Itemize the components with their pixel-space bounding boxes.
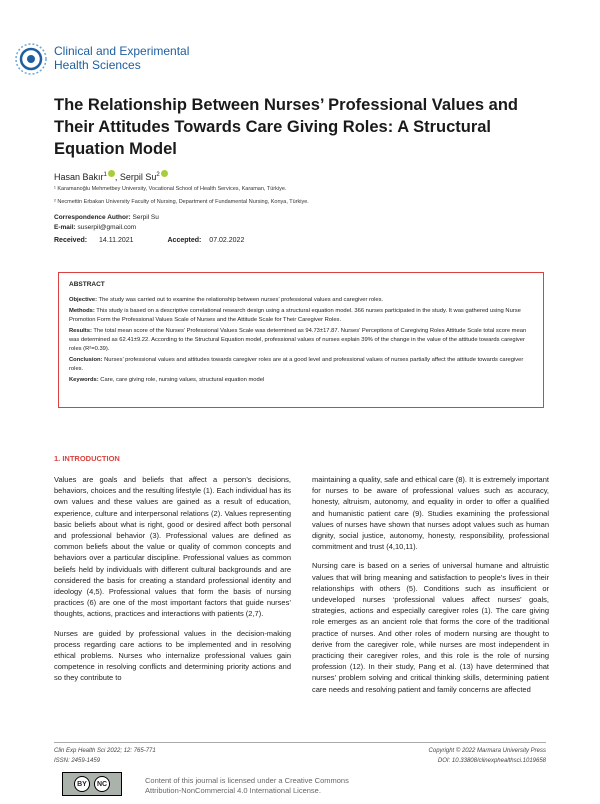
abstract-conclusion [69,356,533,373]
cc-by-icon: BY [74,776,90,792]
objective-label: Objective: [69,296,98,303]
orcid-icon[interactable] [161,170,168,177]
journal-logo [14,42,48,76]
received-label: Received: [54,237,88,244]
abstract-keywords [69,376,533,385]
results-label: Results: [69,328,92,335]
license-text [145,776,349,796]
correspondence-label: Correspondence Author: [54,214,131,221]
abstract-box [58,272,544,408]
cc-nc-icon: NC [94,776,110,792]
body-column-right [312,474,549,703]
results-text: The total mean score of the Nurses’ Professional Values Scale was determined as 94.73±17.87. Nurses’ Perceptions of Caregiving Roles Attitude Scale total score mean was determined as 62.41±9.22. According to the Structural Equation model, professional values of nurses explain 39% of the change in the value of the attitude towards caregiver roles (R²=0.39). [69,328,527,352]
received-date: 14.11.2021 [99,237,134,244]
section-heading-introduction: 1. INTRODUCTION [54,454,120,463]
abstract-results [69,327,533,353]
copyright: Copyright © 2022 Marmara University Press [428,748,546,754]
paragraph: Nursing care is based on a series of universal humane and altruistic values that will bring meaning and satisfaction to people’s lives in their relationships with others (5). Conditions such as insufficient or undeveloped nurses ‘professional values affect nurses’ goals, strategies, actions and especially caregiver roles (1). The care giving role emerges as an ancient role that forms the core of the traditional practice of nurses. And other roles of modern nursing are thought to derive from the caregiver role, while nurses are most independent in practicing their caregiver roles, and this role is the role of nursing profession (12). In their study, Pang et al. (13) have determined that nurses’ problem solving and critical thinking skills, determining patient care needs and resolving patient and family concerns are affected [312,561,549,694]
affiliation-2: ² Necmettin Erbakan University Faculty of Nursing, Department of Fundamental Nursing, Konya, Türkiye. [54,199,309,205]
methods-text: This study is based on a descriptive correlational research design using a structural equation model. 366 nurses participated in the study. It was gathered using Nurse Promotion Form the Professional Values Scale of Nurses and the Attitude Scale for Their Caregiver Roles. [69,308,521,323]
abstract-objective [69,296,533,305]
author-1-sup: 1 [103,172,107,178]
paragraph: maintaining a quality, safe and ethical care (8). It is extremely important for nurses to be aware of professional values such as accuracy, honesty, altruism, autonomy, and equality in order to offer a qualified and humanistic patient care (9). Studies examining the professional values of nurses have shown that nurses adopt values such as human dignity, social justice, autonomy, honesty, responsibility, professional commitment and trust (4,10,11). [312,475,549,552]
author-list [54,170,168,182]
orcid-icon[interactable] [108,170,115,177]
doi-link[interactable]: DOI: 10.33808/clinexphealthsci.1019658 [437,758,546,764]
conclusion-label: Conclusion: [69,357,103,364]
article-title: The Relationship Between Nurses’ Professional Values and Their Attitudes Towards Care Giving Roles: A Structural Equation Model [54,96,518,158]
journal-name-line1: Clinical and Experimental [54,44,190,58]
abstract-heading: ABSTRACT [69,281,105,288]
citation: Clin Exp Health Sci 2022; 12: 765-771 [54,748,156,754]
journal-name [54,44,189,72]
conclusion-text: Nurses’ professional values and attitudes towards caregiver roles are at a good level and professional values of nurses partially affect the attitude towards caregiver roles. [69,357,524,372]
correspondence-name: Serpil Su [132,214,159,221]
creative-commons-badge[interactable] [62,772,122,796]
footer-right [380,746,546,766]
keywords-label: Keywords: [69,377,99,384]
accepted-label: Accepted: [167,237,202,244]
correspondence-email [54,224,136,231]
objective-text: The study was carried out to examine the relationship between nurses’ professional values and caregiver roles. [97,296,384,303]
email-label: E-mail: [54,224,76,231]
journal-name-line2: Health Sciences [54,58,141,72]
affiliation-1: ¹ Karamanoğlu Mehmetbey University, Vocational School of Health Services, Karaman, Türkiye. [54,186,287,192]
article-dates [54,237,244,244]
footer-divider [54,742,546,743]
license-line2: Attribution-NonCommercial 4.0 International License. [145,786,321,795]
author-1: Hasan Bakır [54,172,104,182]
methods-label: Methods: [69,308,95,315]
author-2-sup: 2 [156,172,160,178]
correspondence-author [54,214,159,221]
abstract-methods [69,307,533,324]
email-link[interactable]: suserpil@gmail.com [77,224,137,231]
accepted-date: 07.02.2022 [209,237,245,244]
issn: ISSN: 2459-1459 [54,758,101,764]
body-column-left [54,474,291,692]
author-2: Serpil Su [119,172,157,182]
paragraph: Values are goals and beliefs that affect a person’s decisions, behaviors, choices and the resulting lifestyle (1). Each individual has its own values and these values are gained as a result of education, experience, culture and interpersonal relations (2). Values representing basic beliefs about what is right, good or desired affect both personal and professional behavior (3). Professional values are defined as common beliefs about the value or quality of common concepts and behaviors over a particular discipline. Professional values as common beliefs held by individuals with different cultural backgrounds and are considered the basis for creating a standard professional identity and ideology (4,5). Professional values that form the basis of nursing practices (6) are one of the most important factors that guide nurses’ thoughts, actions, practices and interactions with patients (2,7). [54,475,291,619]
author-separator: , [114,172,120,182]
keywords-text: Care, care giving role, nursing values, structural equation model [98,377,265,384]
license-line1[interactable]: Content of this journal is licensed under a Creative Commons [145,776,349,785]
footer-left [54,746,156,766]
paragraph: Nurses are guided by professional values in the decision-making process regarding care actions to be implemented and in resolving ethical problems. Nurses who internalize professional values gain competence in resolving conflicts and determining priority actions and so they contribute to [54,628,291,683]
